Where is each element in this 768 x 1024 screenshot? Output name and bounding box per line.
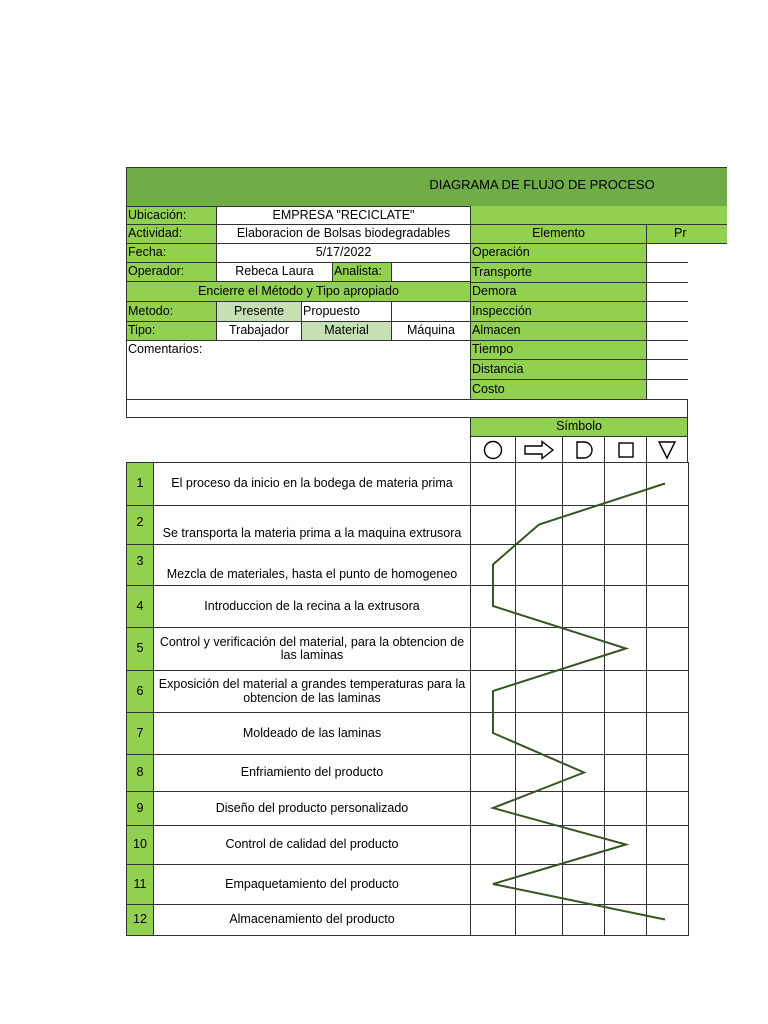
symbol-cell[interactable] (646, 544, 689, 586)
symbol-cell[interactable] (646, 864, 689, 905)
resumen-header-cut (646, 224, 727, 244)
symbol-cell[interactable] (604, 505, 647, 545)
symbol-cell[interactable] (470, 754, 516, 792)
operation-circle-icon (470, 436, 516, 463)
summary-element-value[interactable] (646, 340, 688, 360)
step-number: 7 (126, 712, 154, 755)
step-number: 1 (126, 462, 154, 506)
transport-arrow-icon (515, 436, 563, 463)
symbol-cell[interactable] (562, 585, 605, 628)
step-description: Empaquetamiento del producto (153, 864, 471, 905)
symbol-cell[interactable] (604, 585, 647, 628)
ubicacion-value[interactable]: EMPRESA "RECICLATE" (216, 206, 471, 225)
symbol-cell[interactable] (470, 544, 516, 586)
summary-header-strip (470, 206, 727, 225)
symbol-cell[interactable] (604, 791, 647, 826)
symbol-cell[interactable] (646, 462, 689, 506)
summary-element-value[interactable] (646, 359, 688, 380)
symbol-cell[interactable] (470, 712, 516, 755)
step-number: 12 (126, 904, 154, 936)
symbol-cell[interactable] (646, 904, 689, 936)
symbol-cell[interactable] (470, 791, 516, 826)
comentarios-label: Comentarios: (128, 342, 203, 356)
blank-row (126, 399, 688, 418)
encierre-instruction: Encierre el Método y Tipo apropiado (126, 281, 471, 302)
step-description: Diseño del producto personalizado (153, 791, 471, 826)
symbol-cell[interactable] (604, 544, 647, 586)
symbol-cell[interactable] (470, 864, 516, 905)
symbol-cell[interactable] (604, 754, 647, 792)
summary-element-value[interactable] (646, 262, 688, 283)
symbol-cell[interactable] (515, 670, 563, 713)
step-number: 9 (126, 791, 154, 826)
page-title: DIAGRAMA DE FLUJO DE PROCESO (429, 177, 655, 192)
symbol-cell[interactable] (562, 754, 605, 792)
summary-element-label: Almacen (470, 321, 647, 341)
step-number: 10 (126, 825, 154, 865)
symbol-cell[interactable] (562, 462, 605, 506)
symbol-cell[interactable] (604, 670, 647, 713)
step-description: Introduccion de la recina a la extrusora (153, 585, 471, 628)
summary-element-label: Transporte (470, 262, 647, 283)
step-number: 2 (126, 505, 154, 545)
symbol-cell[interactable] (562, 791, 605, 826)
symbol-cell[interactable] (515, 627, 563, 671)
symbol-cell[interactable] (646, 505, 689, 545)
symbol-cell[interactable] (470, 825, 516, 865)
step-description: Exposición del material a grandes temperaturas para la obtencion de las laminas (153, 670, 471, 713)
step-description: Control y verificación del material, para la obtencion de las laminas (153, 627, 471, 671)
step-number: 3 (126, 544, 154, 586)
symbol-cell[interactable] (562, 904, 605, 936)
symbol-cell[interactable] (562, 627, 605, 671)
metodo-blank[interactable] (391, 301, 471, 322)
symbol-cell[interactable] (604, 864, 647, 905)
summary-element-value[interactable] (646, 301, 688, 322)
symbol-cell[interactable] (562, 544, 605, 586)
symbol-cell[interactable] (515, 754, 563, 792)
symbol-cell[interactable] (646, 670, 689, 713)
summary-element-value[interactable] (646, 243, 688, 263)
metodo-presente[interactable]: Presente (216, 301, 302, 322)
fecha-value[interactable]: 5/17/2022 (216, 243, 471, 263)
symbol-cell[interactable] (562, 712, 605, 755)
step-number: 6 (126, 670, 154, 713)
symbol-cell[interactable] (646, 825, 689, 865)
step-description: El proceso da inicio en la bodega de materia prima (153, 462, 471, 506)
symbol-cell[interactable] (470, 505, 516, 545)
symbol-cell[interactable] (470, 462, 516, 506)
inspection-square-icon (604, 436, 647, 463)
step-description: Almacenamiento del producto (153, 904, 471, 936)
step-number: 4 (126, 585, 154, 628)
summary-element-label: Costo (470, 379, 647, 400)
symbol-cell[interactable] (604, 462, 647, 506)
symbol-cell[interactable] (515, 544, 563, 586)
symbol-cell[interactable] (646, 712, 689, 755)
summary-element-label: Distancia (470, 359, 647, 380)
summary-element-label: Inspección (470, 301, 647, 322)
summary-element-label: Demora (470, 282, 647, 302)
summary-element-value[interactable] (646, 321, 688, 341)
symbol-cell[interactable] (515, 904, 563, 936)
operador-label: Operador: (126, 262, 217, 282)
summary-element-value[interactable] (646, 282, 688, 302)
symbol-cell[interactable] (515, 791, 563, 826)
symbol-cell[interactable] (562, 670, 605, 713)
step-description: Moldeado de las laminas (153, 712, 471, 755)
step-description: Control de calidad del producto (153, 825, 471, 865)
fecha-label: Fecha: (126, 243, 217, 263)
tipo-maquina[interactable]: Máquina (391, 321, 471, 341)
symbol-cell[interactable] (562, 505, 605, 545)
step-description: Enfriamiento del producto (153, 754, 471, 792)
operador-value[interactable]: Rebeca Laura (216, 262, 333, 282)
delay-d-icon (562, 436, 605, 463)
symbol-cell[interactable] (646, 627, 689, 671)
step-description: Mezcla de materiales, hasta el punto de homogeneo (153, 544, 471, 586)
simbolo-header: Símbolo (470, 417, 688, 437)
actividad-value[interactable]: Elaboracion de Bolsas biodegradables (216, 224, 471, 244)
ubicacion-label: Ubicación: (126, 206, 217, 225)
symbol-cell[interactable] (515, 825, 563, 865)
step-number: 5 (126, 627, 154, 671)
symbol-cell[interactable] (470, 670, 516, 713)
symbol-cell[interactable] (646, 791, 689, 826)
symbol-cell[interactable] (646, 585, 689, 628)
summary-element-label: Tiempo (470, 340, 647, 360)
tipo-material[interactable]: Material (301, 321, 392, 341)
symbol-cell[interactable] (604, 825, 647, 865)
tipo-label: Tipo: (126, 321, 217, 341)
symbol-cell[interactable] (562, 864, 605, 905)
symbol-cell[interactable] (515, 462, 563, 506)
symbol-cell[interactable] (562, 825, 605, 865)
symbol-cell[interactable] (515, 712, 563, 755)
summary-element-label: Operación (470, 243, 647, 263)
resumen-header-text: Pr (674, 226, 687, 241)
symbol-cell[interactable] (604, 904, 647, 936)
actividad-label: Actividad: (126, 224, 217, 244)
symbol-cell[interactable] (515, 585, 563, 628)
analista-value[interactable] (391, 262, 471, 282)
step-number: 8 (126, 754, 154, 792)
metodo-propuesto[interactable]: Propuesto (301, 301, 392, 322)
storage-triangle-icon (646, 436, 688, 463)
symbol-cell[interactable] (515, 505, 563, 545)
elemento-header: Elemento (470, 224, 647, 244)
symbol-cell[interactable] (515, 864, 563, 905)
symbol-cell[interactable] (470, 627, 516, 671)
symbol-cell[interactable] (604, 627, 647, 671)
step-number: 11 (126, 864, 154, 905)
metodo-label: Metodo: (126, 301, 217, 322)
analista-label: Analista: (332, 262, 392, 282)
tipo-trabajador[interactable]: Trabajador (216, 321, 302, 341)
symbol-cell[interactable] (604, 712, 647, 755)
symbol-cell[interactable] (646, 754, 689, 792)
symbol-cell[interactable] (470, 904, 516, 936)
step-description: Se transporta la materia prima a la maquina extrusora (153, 505, 471, 545)
symbol-cell[interactable] (470, 585, 516, 628)
summary-element-value[interactable] (646, 379, 688, 400)
